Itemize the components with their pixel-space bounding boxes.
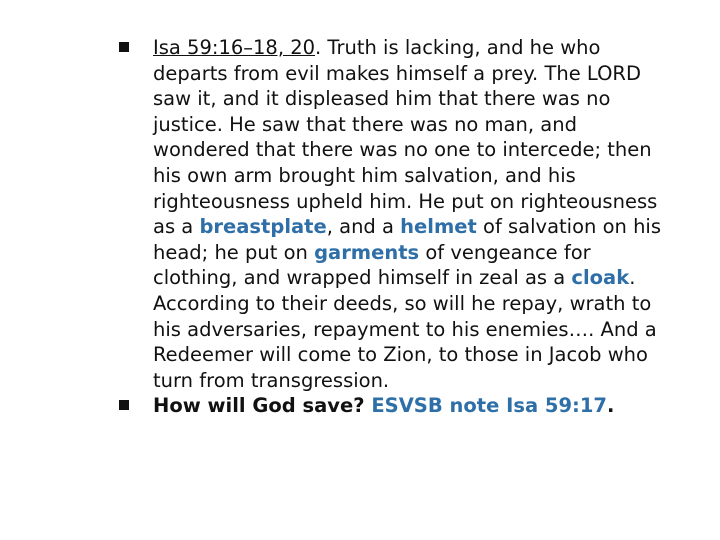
scripture-text: . According to their deeds, so will he repay, wrath to his adversaries, repayment to his enemies…. And a Redeemer will come to Zion, to those in Jacob who turn from transgression.: [153, 266, 657, 392]
question-text: How will God save?: [153, 394, 372, 418]
keyword-cloak: cloak: [571, 266, 630, 290]
scripture-text: , and a: [326, 215, 401, 239]
keyword-helmet: helmet: [400, 215, 477, 239]
bullet-list: [119, 35, 679, 419]
square-bullet-icon: [119, 42, 129, 52]
scripture-text: of vengeance for clothing, and wrapped himself in zeal as a: [153, 240, 591, 290]
scripture-text: of salvation on his head; he put on: [153, 215, 662, 264]
study-bible-note: ESVSB note Isa 59:17: [371, 394, 607, 418]
bullet-item-question: [119, 393, 679, 419]
square-bullet-icon: [119, 400, 129, 410]
keyword-garments: garments: [314, 240, 420, 264]
scripture-reference: Isa 59:16–18, 20: [153, 36, 316, 59]
scripture-text: . Truth is lacking, and he who departs from evil makes himself a prey. The LORD saw it, and it displeased him that there was no justice. He saw that there was no man, and wondered that there was no one to intercede; then his own arm brought him salvation, and his righteousness upheld him. He put on righteousness as a: [153, 36, 658, 239]
bullet-item-scripture: [119, 35, 679, 393]
keyword-breastplate: breastplate: [199, 215, 327, 239]
question-end: .: [606, 394, 615, 418]
